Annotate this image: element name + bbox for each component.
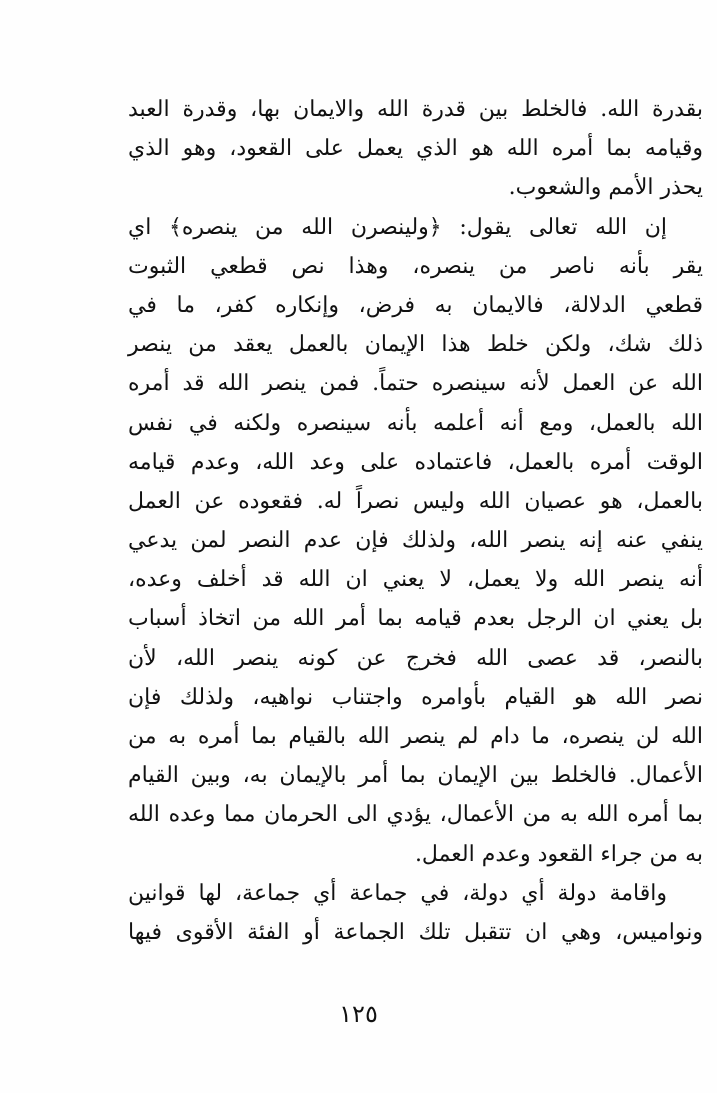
text-line: نصر الله هو القيام بأوامره واجتناب نواهيه، ولذلك فإن bbox=[128, 684, 703, 710]
text-line: الوقت أمره بالعمل، فاعتماده على وعد الله، وعدم قيامه bbox=[128, 449, 703, 475]
text-line: بالعمل، هو عصيان الله وليس نصراً له. فقعوده عن العمل bbox=[128, 488, 703, 514]
text-line: بل يعني ان الرجل بعدم قيامه بما أمر الله من اتخاذ أسباب bbox=[128, 606, 703, 632]
text-line: يحذر الأمم والشعوب. bbox=[508, 175, 703, 201]
text-line: بالنصر، قد عصى الله فخرج عن كونه ينصر الله، لأن bbox=[128, 645, 703, 671]
text-line: ذلك شك، ولكن خلط هذا الإيمان بالعمل يعقد من ينصر bbox=[128, 332, 703, 358]
text-line: إن الله تعالى يقول: ﴿ولينصرن الله من ينصره﴾ اي bbox=[128, 214, 667, 240]
text-line: يقر بأنه ناصر من ينصره، وهذا نص قطعي الثبوت bbox=[128, 253, 703, 279]
text-line: الله لن ينصره، ما دام لم ينصر الله بالقيام بما أمره به من bbox=[128, 724, 703, 749]
body-text bbox=[128, 90, 703, 952]
text-line: قطعي الدلالة، فالايمان به فرض، وإنكاره كفر، ما في bbox=[128, 292, 703, 318]
text-line: ينفي عنه إنه ينصر الله، ولذلك فإن عدم النصر لمن يدعي bbox=[128, 528, 703, 554]
text-line: ونواميس، وهي ان تتقبل تلك الجماعة أو الفئة الأقوى فيها bbox=[128, 919, 703, 945]
text-line: بما أمره الله به من الأعمال، يؤدي الى الحرمان مما وعده الله bbox=[128, 802, 703, 828]
text-line: الله عن العمل لأنه سينصره حتماً. فمن ينصر الله قد أمره bbox=[128, 371, 703, 397]
text-line: الأعمال. فالخلط بين الإيمان بما أمر بالإيمان به، وبين القيام bbox=[128, 763, 703, 789]
text-line: بقدرة الله. فالخلط بين قدرة الله والايمان بها، وقدرة العبد bbox=[128, 97, 703, 122]
page-number: ١٢٥ bbox=[339, 1000, 378, 1028]
text-line: أنه ينصر الله ولا يعمل، لا يعني ان الله قد أخلف وعده، bbox=[128, 567, 703, 593]
text-line: واقامة دولة أي دولة، في جماعة أي جماعة، لها قوانين bbox=[128, 880, 667, 906]
text-line: به من جراء القعود وعدم العمل. bbox=[414, 841, 703, 867]
text-line: الله بالعمل، ومع أنه أعلمه بأنه سينصره ولكنه في نفس bbox=[128, 410, 703, 436]
text-line: وقيامه بما أمره الله هو الذي يعمل على القعود، وهو الذي bbox=[128, 136, 703, 162]
